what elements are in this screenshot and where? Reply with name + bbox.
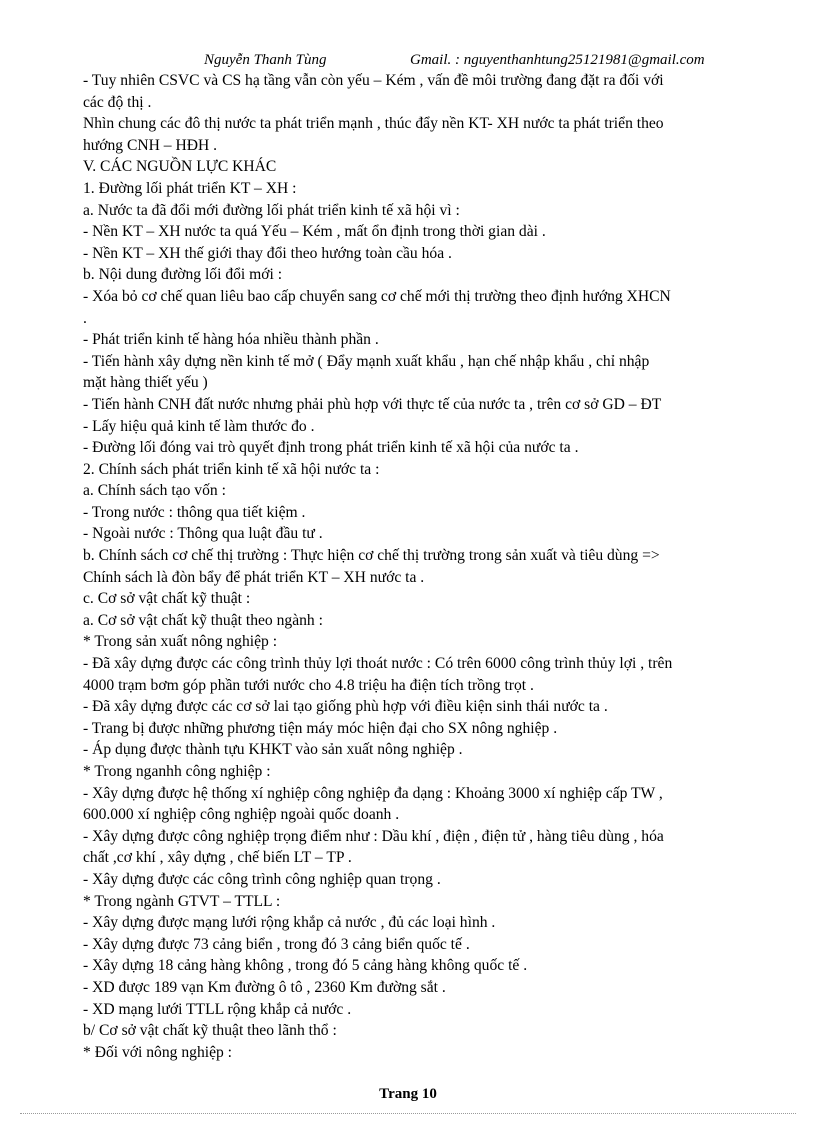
text-line: chất ,cơ khí , xây dựng , chế biến LT – TP . [83, 849, 352, 867]
text-line: a. Chính sách tạo vốn : [83, 482, 226, 500]
document-body [83, 70, 743, 1063]
text-line: 2. Chính sách phát triển kinh tế xã hội nước ta : [83, 460, 380, 478]
text-line: a. Nước ta đã đổi mới đường lối phát triển kinh tế xã hội vì : [83, 201, 460, 219]
text-line: - Xây dựng được hệ thống xí nghiệp công nghiệp đa dạng : Khoảng 3000 xí nghiệp cấp TW , [83, 784, 663, 802]
text-line: - Trong nước : thông qua tiết kiệm . [83, 503, 306, 521]
text-line: - XD mạng lưới TTLL rộng khắp cả nước . [83, 1000, 352, 1018]
text-line: c. Cơ sở vật chất kỹ thuật : [83, 590, 251, 608]
text-line: Nhìn chung các đô thị nước ta phát triển mạnh , thúc đẩy nền KT- XH nước ta phát triển theo [83, 115, 664, 133]
text-line: - Đã xây dựng được các công trình thủy lợi thoát nước : Có trên 6000 công trình thủy lợi , trên [83, 655, 673, 673]
text-line: - Lấy hiệu quả kinh tế làm thước đo . [83, 417, 315, 435]
text-line: - Xây dựng được 73 cảng biển , trong đó 3 cảng biển quốc tế . [83, 935, 470, 953]
text-line: - Xây dựng 18 cảng hàng không , trong đó 5 cảng hàng không quốc tế . [83, 957, 528, 975]
text-line: a. Cơ sở vật chất kỹ thuật theo ngành : [83, 611, 323, 629]
text-line: 1. Đường lối phát triển KT – XH : [83, 179, 297, 197]
text-line: - Tiến hành xây dựng nền kinh tế mở ( Đẩy mạnh xuất khẩu , hạn chế nhập khẩu , chỉ nhập [83, 352, 650, 370]
text-line: b. Nội dung đường lối đổi mới : [83, 266, 283, 284]
text-line: - Phát triển kinh tế hàng hóa nhiều thành phần . [83, 331, 379, 349]
text-line: - Trang bị được những phương tiện máy móc hiện đại cho SX nông nghiệp . [83, 719, 558, 737]
page-number: Trang 10 [379, 1086, 437, 1102]
page-bottom-divider [20, 1113, 796, 1114]
text-line: - Đã xây dựng được các cơ sở lai tạo giống phù hợp với điều kiện sinh thái nước ta . [83, 698, 608, 716]
text-line: - Xây dựng được công nghiệp trọng điểm như : Dầu khí , điện , điện tử , hàng tiêu dùng , hóa [83, 827, 664, 845]
text-line: mặt hàng thiết yếu ) [83, 374, 208, 392]
text-line: - Xây dựng được mạng lưới rộng khắp cả nước , đủ các loại hình . [83, 914, 496, 932]
text-line: các độ thị . [83, 93, 152, 111]
text-line: - Nền KT – XH nước ta quá Yếu – Kém , mất ổn định trong thời gian dài . [83, 223, 546, 241]
text-line: Chính sách là đòn bẩy để phát triển KT – XH nước ta . [83, 568, 425, 586]
text-line: - Xóa bỏ cơ chế quan liêu bao cấp chuyển sang cơ chế mới thị trường theo định hướng XHCN [83, 287, 671, 305]
text-line: * Trong sản xuất nông nghiệp : [83, 633, 278, 651]
text-line: - Tiến hành CNH đất nước nhưng phải phù hợp với thực tế của nước ta , trên cơ sở GD – ĐT [83, 395, 662, 413]
text-line: - Tuy nhiên CSVC và CS hạ tầng vẫn còn yếu – Kém , vấn đề môi trường đang đặt ra đối với [83, 72, 664, 89]
header-author: Nguyễn Thanh Tùng [204, 52, 327, 68]
text-line: 600.000 xí nghiệp công nghiệp ngoài quốc doanh . [83, 806, 400, 824]
text-line: b/ Cơ sở vật chất kỹ thuật theo lãnh thổ : [83, 1022, 337, 1040]
text-line: * Trong ngành GTVT – TTLL : [83, 892, 281, 910]
text-line: - Ngoài nước : Thông qua luật đầu tư . [83, 525, 323, 543]
text-line: * Đối với nông nghiệp : [83, 1043, 233, 1061]
text-line: * Trong nganhh công nghiệp : [83, 763, 271, 780]
text-line: - Áp dụng được thành tựu KHKT vào sản xuất nông nghiệp . [83, 741, 463, 759]
text-line: V. CÁC NGUỒN LỰC KHÁC [83, 158, 277, 176]
text-line: - XD được 189 vạn Km đường ô tô , 2360 Km đường sắt . [83, 978, 446, 996]
text-line: - Xây dựng được các công trình công nghiệp quan trọng . [83, 870, 441, 888]
page-header [0, 52, 816, 72]
text-line: hướng CNH – HĐH . [83, 136, 218, 154]
header-email: Gmail. : nguyenthanhtung25121981@gmail.com [410, 52, 705, 68]
text-line: b. Chính sách cơ chế thị trường : Thực hiện cơ chế thị trường trong sản xuất và tiêu dùng => [83, 547, 660, 565]
text-line: . [83, 309, 87, 327]
text-line: - Nền KT – XH thế giới thay đổi theo hướng toàn cầu hóa . [83, 244, 452, 262]
text-line: - Đường lối đóng vai trò quyết định trong phát triển kinh tế xã hội của nước ta . [83, 439, 579, 457]
text-line: 4000 trạm bơm góp phần tưới nước cho 4.8 triệu ha điện tích trồng trọt . [83, 676, 534, 694]
